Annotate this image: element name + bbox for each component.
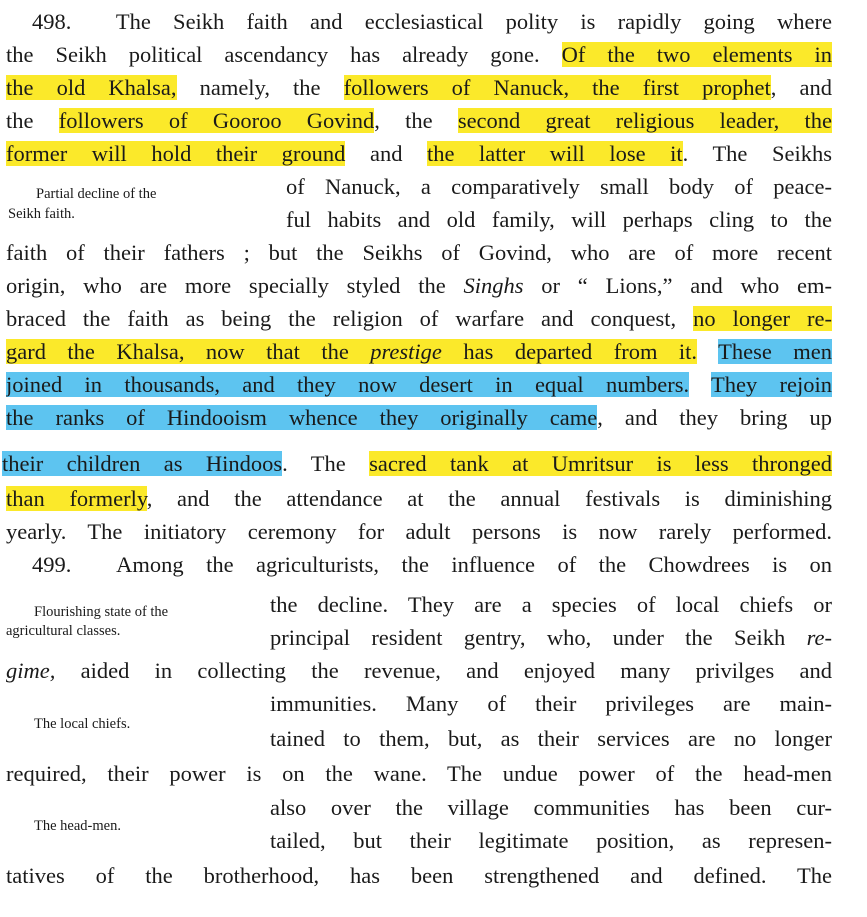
text-line: tailed, but their legitimate position, as represen-: [270, 828, 832, 853]
highlight-yellow: than formerly: [6, 486, 147, 511]
highlight-blue: their children as Hindoos: [2, 451, 283, 476]
text-line: gime, aided in collecting the revenue, and enjoyed many privilges and: [6, 658, 832, 683]
highlight-yellow: Of the two elements in: [561, 42, 832, 67]
highlight-yellow: followers of Gooroo Govind: [58, 108, 375, 133]
text-line: faith of their fathers ; but the Seikhs of Govind, who are of more recent: [6, 240, 832, 265]
highlight-blue: They rejoin: [711, 372, 832, 397]
text-line: origin, who are more specially styled the Singhs or “ Lions,” and who em-: [6, 273, 832, 298]
text-line: former will hold their ground and the latter will lose it. The Seikhs: [6, 141, 832, 166]
text-line: the ranks of Hindooism whence they originally came, and they bring up: [6, 405, 832, 430]
text-line: braced the faith as being the religion of warfare and conquest, no longer re-: [6, 306, 832, 331]
text-line: tatives of the brotherhood, has been strengthened and defined. The: [6, 863, 832, 888]
text-line: 498. The Seikh faith and ecclesiastical polity is rapidly going where: [32, 9, 832, 34]
text-line: of Nanuck, a comparatively small body of peace-: [286, 174, 832, 199]
text-line: [6, 335, 832, 368]
highlight-yellow: sacred tank at Umritsur is less thronged: [369, 451, 832, 476]
text-line: ful habits and old family, will perhaps cling to the: [286, 207, 832, 232]
text-line: principal resident gentry, who, under the Seikh re-: [270, 625, 832, 650]
margin-note: Partial decline of the: [36, 186, 157, 202]
text-line: immunities. Many of their privileges are main-: [270, 691, 832, 716]
paragraph-number: 498.: [32, 9, 72, 34]
text-line: 499. Among the agriculturists, the influence of the Chowdrees is on: [32, 552, 832, 577]
highlight-yellow: gard the Khalsa, now that the prestige has departed from it.: [6, 339, 698, 364]
highlight-blue: These men: [718, 339, 832, 364]
paragraph-number: 499.: [32, 552, 72, 577]
text-line: tained to them, but, as their services are no longer: [270, 726, 832, 751]
text-line: yearly. The initiatory ceremony for adult persons is now rarely performed.: [6, 519, 832, 544]
text-line: the decline. They are a species of local chiefs or: [270, 592, 832, 617]
highlight-yellow: no longer re-: [693, 306, 832, 331]
text-line: their children as Hindoos. The sacred tank at Umritsur is less thronged: [2, 451, 832, 476]
margin-note: Seikh faith.: [8, 206, 75, 222]
text-line: the Seikh political ascendancy has already gone. Of the two elements in: [6, 42, 832, 67]
margin-note: agricultural classes.: [6, 623, 121, 639]
highlight-yellow: the latter will lose it: [427, 141, 683, 166]
text-line: the old Khalsa, namely, the followers of Nanuck, the first prophet, and: [6, 75, 832, 100]
margin-note: The head-men.: [34, 818, 121, 834]
margin-note: The local chiefs.: [34, 716, 131, 732]
highlight-yellow: the old Khalsa,: [6, 75, 177, 100]
margin-note: Flourishing state of the: [34, 604, 169, 620]
highlight-yellow: followers of Nanuck, the first prophet: [343, 75, 771, 100]
text-line: also over the village communities has been cur-: [270, 795, 832, 820]
highlight-yellow: second great religious leader, the: [457, 108, 832, 133]
text-line: required, their power is on the wane. The undue power of the head-men: [6, 761, 832, 786]
text-line: the followers of Gooroo Govind, the second great religious leader, the: [6, 108, 832, 133]
highlight-blue: joined in thousands, and they now desert in equal numbers.: [6, 372, 690, 397]
text-line: [6, 368, 832, 401]
text-line: than formerly, and the attendance at the annual festivals is diminishing: [6, 486, 832, 511]
highlight-yellow: former will hold their ground: [6, 141, 346, 166]
highlight-blue: the ranks of Hindooism whence they originally came: [6, 405, 598, 430]
